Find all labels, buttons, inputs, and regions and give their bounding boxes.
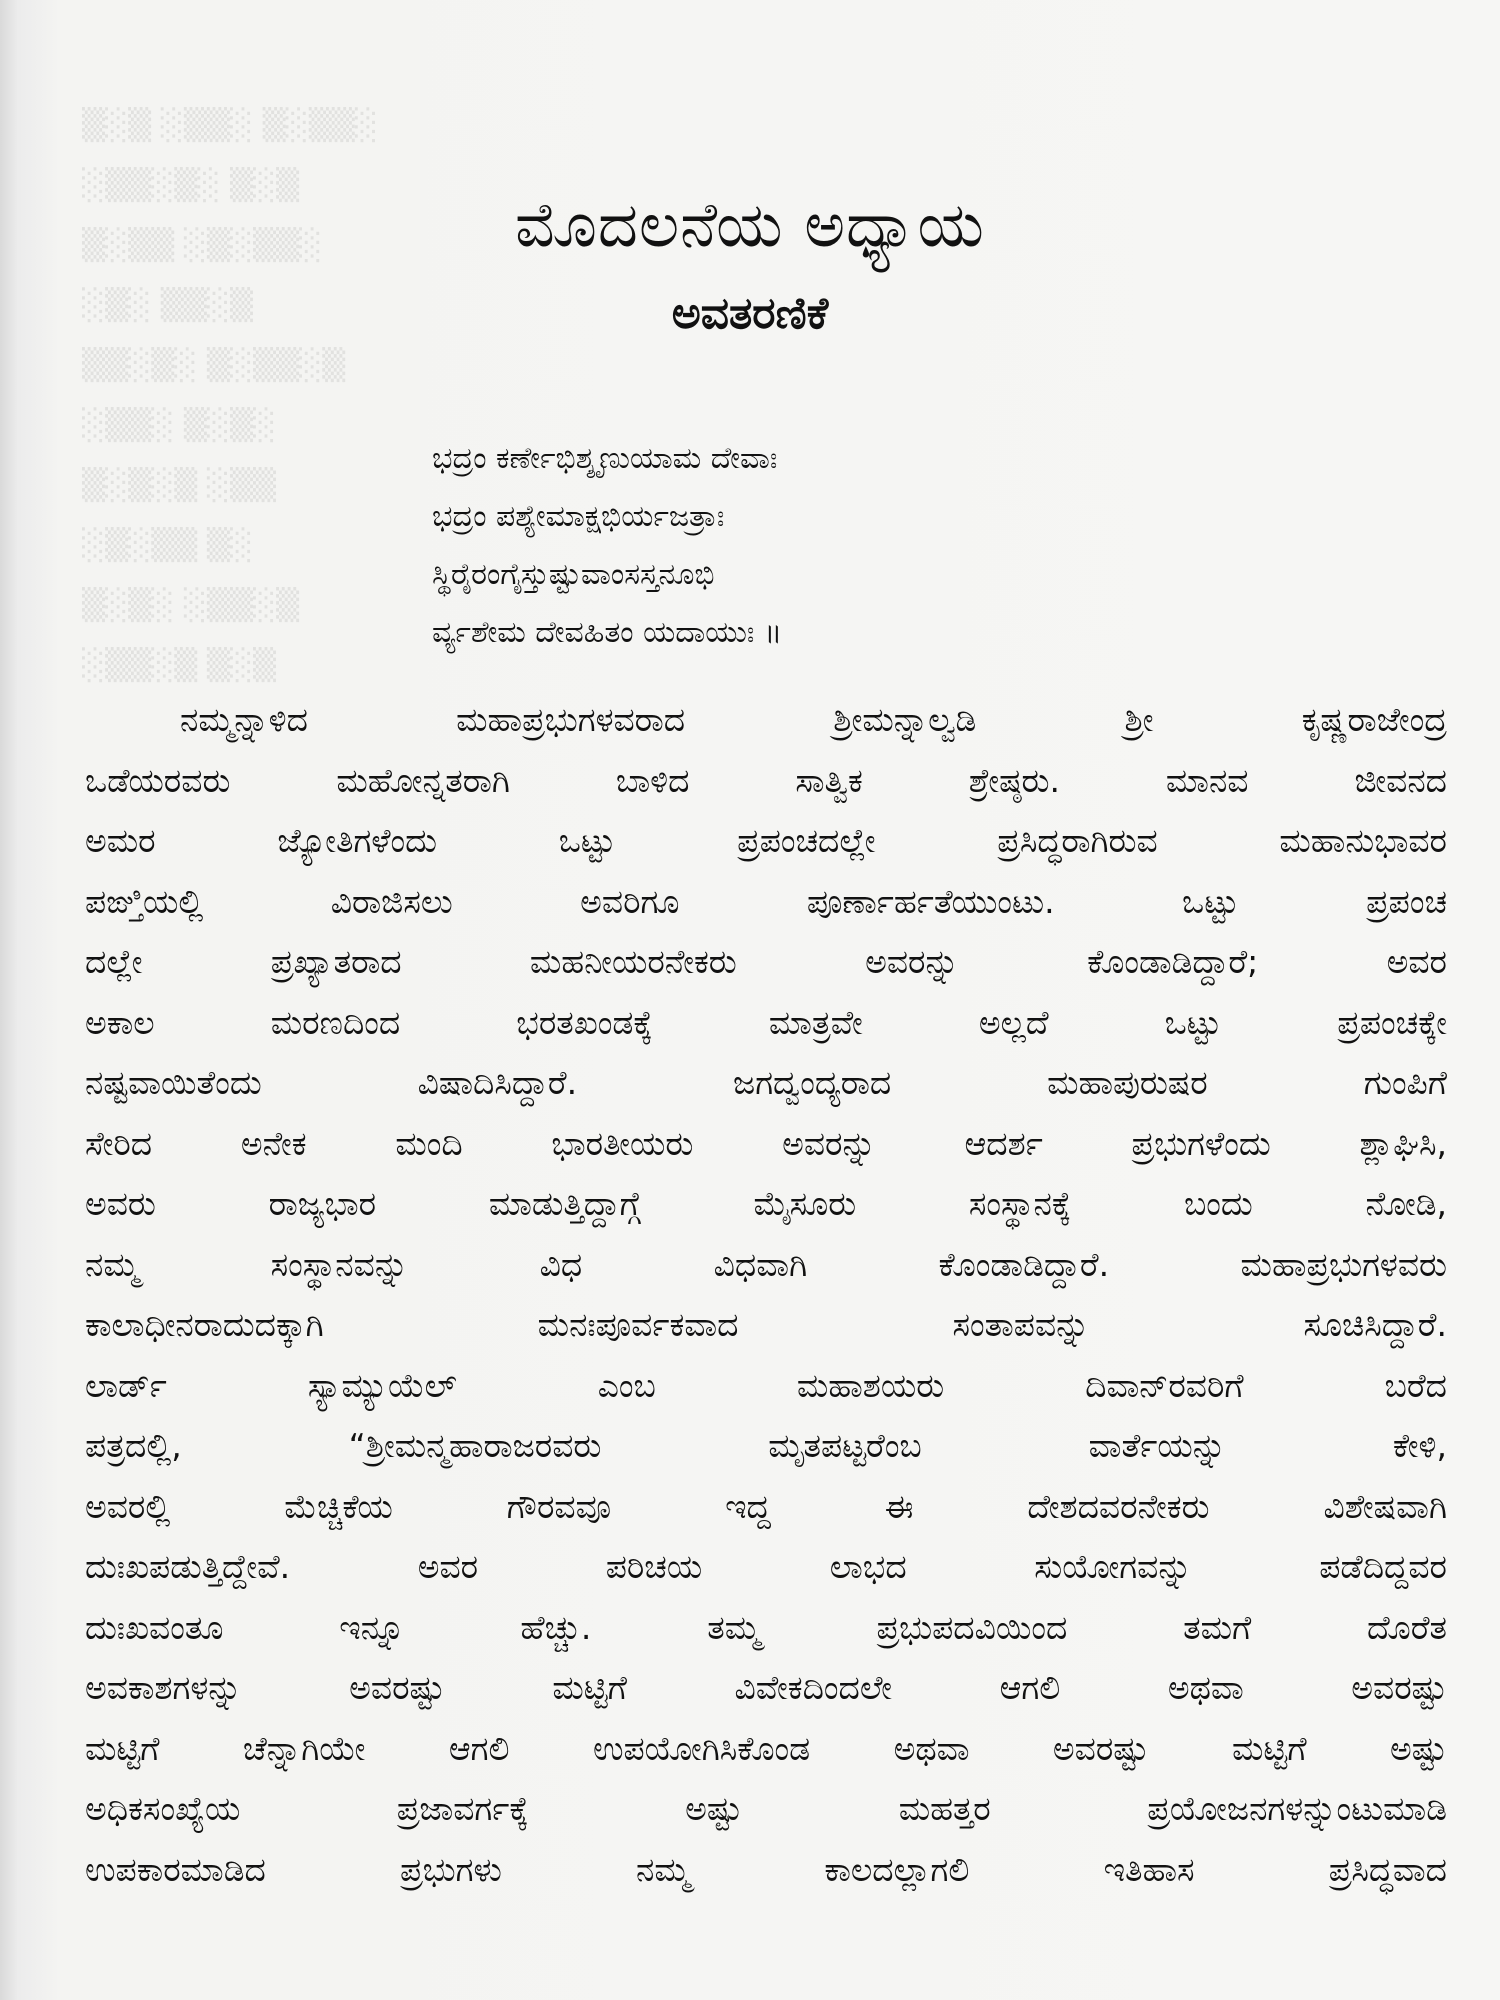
body-line: ನಮ್ಮ ಸಂಸ್ಥಾನವನ್ನು ವಿಧ ವಿಧವಾಗಿ ಕೊಂಡಾಡಿದ್ದಾರೆ. ಮಹಾಪ್ರಭುಗಳವರು <box>85 1244 1447 1284</box>
body-line: ಪಙ್ತಿಯಲ್ಲಿ ವಿರಾಜಿಸಲು ಅವರಿಗೂ ಪೂರ್ಣಾರ್ಹತೆಯುಂಟು. ಒಟ್ಟು ಪ್ರಪಂಚ <box>85 881 1447 921</box>
body-line: ಅವರಲ್ಲಿ ಮೆಚ್ಚಿಕೆಯ ಗೌರವವೂ ಇದ್ದ ಈ ದೇಶದವರನೇಕರು ವಿಶೇಷವಾಗಿ <box>85 1486 1447 1526</box>
body-line: ಅಮರ ಜ್ಯೋತಿಗಳೆಂದು ಒಟ್ಟು ಪ್ರಪಂಚದಲ್ಲೇ ಪ್ರಸಿದ್ಧರಾಗಿರುವ ಮಹಾನುಭಾವರ <box>85 821 1447 860</box>
verse-line: ಭದ್ರಂ ಪಶ್ಯೇಮಾಕ್ಷಭಿರ್ಯಜತ್ರಾಃ <box>432 499 725 534</box>
body-line: ನಮ್ಮನ್ನಾಳಿದ ಮಹಾಪ್ರಭುಗಳವರಾದ ಶ್ರೀಮನ್ನಾಲ್ವಡಿ ಶ್ರೀ ಕೃಷ್ಣರಾಜೇಂದ್ರ <box>180 700 1447 739</box>
chapter-title: ಮೊದಲನೆಯ ಅಧ್ಯಾಯ <box>515 188 985 261</box>
body-line: ದುಃಖವಂತೂ ಇನ್ನೂ ಹೆಚ್ಚು. ತಮ್ಮ ಪ್ರಭುಪದವಿಯಿಂದ ತಮಗೆ ದೊರೆತ <box>85 1607 1447 1647</box>
body-line: ಲಾರ್ಡ್ ಸ್ಯಾಮ್ಯುಯೆಲ್ ಎಂಬ ಮಹಾಶಯರು ದಿವಾನ್‌ರವರಿಗೆ ಬರೆದ <box>85 1365 1447 1405</box>
body-line: ಒಡೆಯರವರು ಮಹೋನ್ನತರಾಗಿ ಬಾಳಿದ ಸಾತ್ವಿಕ ಶ್ರೇಷ್ಠರು. ಮಾನವ ಜೀವನದ <box>85 760 1447 800</box>
body-line: ದಲ್ಲೇ ಪ್ರಖ್ಯಾತರಾದ ಮಹನೀಯರನೇಕರು ಅವರನ್ನು ಕೊಂಡಾಡಿದ್ದಾರೆ; ಅವರ <box>85 942 1447 981</box>
body-line: ಕಾಲಾಧೀನರಾದುದಕ್ಕಾಗಿ ಮನಃಪೂರ್ವಕವಾದ ಸಂತಾಪವನ್ನು ಸೂಚಿಸಿದ್ದಾರೆ. <box>85 1305 1447 1344</box>
body-line: ಮಟ್ಟಿಗೆ ಚೆನ್ನಾಗಿಯೇ ಆಗಲಿ ಉಪಯೋಗಿಸಿಕೊಂಡ ಅಥವಾ ಅವರಷ್ಟು ಮಟ್ಟಿಗೆ ಅಷ್ಟು <box>85 1728 1447 1768</box>
body-line: ನಷ್ಟವಾಯಿತೆಂದು ವಿಷಾದಿಸಿದ್ದಾರೆ. ಜಗದ್ವಂದ್ಯರಾದ ಮಹಾಪುರುಷರ ಗುಂಪಿಗೆ <box>85 1063 1447 1102</box>
body-line: ಅವರು ರಾಜ್ಯಭಾರ ಮಾಡುತ್ತಿದ್ದಾಗ್ಗೆ ಮೈಸೂರು ಸಂಸ್ಥಾನಕ್ಕೆ ಬಂದು ನೋಡಿ, <box>85 1184 1447 1223</box>
verse-line: ಭದ್ರಂ ಕರ್ಣೇಭಿಶ್ಶೃಣುಯಾಮ ದೇವಾಃ <box>432 441 778 476</box>
bleed-through-text: ▒░▒ ░▒▒░ ▒░▒▒░ ░▒▒░▒░ ▒░▒ ▒░▒▒ ░▒░▒▒░ ░▒░ ▒▒░▒ ▒▒░▒░ ▒░▒▒░▒ ░▒▒░ ▒░▒░ ▒░▒░▒ ░▒▒ ░▒░▒▒ ▒░ ▒░▒░ ░▒▒░▒ ░▒▒░▒ ▒░▒ <box>82 108 378 683</box>
verse-line: ರ್ವ್ಯಶೇಮ ದೇವಹಿತಂ ಯದಾಯುಃ ॥ <box>432 615 783 650</box>
verse-line: ಸ್ಥಿರೈರಂಗೈಸ್ತುಷ್ಟುವಾಂಸಸ್ತನೂಭಿ <box>432 557 715 592</box>
verse-block <box>432 430 1132 662</box>
body-line: ಪತ್ರದಲ್ಲಿ, “ಶ್ರೀಮನ್ಮಹಾರಾಜರವರು ಮೃತಪಟ್ಟರೆಂಬ ವಾರ್ತೆಯನ್ನು ಕೇಳಿ, <box>85 1426 1447 1465</box>
body-line: ಅಕಾಲ ಮರಣದಿಂದ ಭರತಖಂಡಕ್ಕೆ ಮಾತ್ರವೇ ಅಲ್ಲದೆ ಒಟ್ಟು ಪ್ರಪಂಚಕ್ಕೇ <box>85 1002 1447 1042</box>
body-line: ಅಧಿಕಸಂಖ್ಯೆಯ ಪ್ರಜಾವರ್ಗಕ್ಕೆ ಅಷ್ಟು ಮಹತ್ತರ ಪ್ರಯೋಜನಗಳನ್ನುಂಟುಮಾಡಿ <box>85 1789 1447 1828</box>
body-line: ಅವಕಾಶಗಳನ್ನು ಅವರಷ್ಟು ಮಟ್ಟಿಗೆ ವಿವೇಕದಿಂದಲೇ ಆಗಲಿ ಅಥವಾ ಅವರಷ್ಟು <box>85 1668 1447 1707</box>
body-line: ಸೇರಿದ ಅನೇಕ ಮಂದಿ ಭಾರತೀಯರು ಅವರನ್ನು ಆದರ್ಶ ಪ್ರಭುಗಳೆಂದು ಶ್ಲಾಘಿಸಿ, <box>85 1123 1447 1163</box>
body-line: ದುಃಖಪಡುತ್ತಿದ್ದೇವೆ. ಅವರ ಪರಿಚಯ ಲಾಭದ ಸುಯೋಗವನ್ನು ಪಡೆದಿದ್ದವರ <box>85 1547 1447 1586</box>
chapter-subtitle: ಅವತರಣಿಕೆ <box>671 288 829 339</box>
body-paragraph <box>85 690 1447 1900</box>
body-line: ಉಪಕಾರಮಾಡಿದ ಪ್ರಭುಗಳು ನಮ್ಮ ಕಾಲದಲ್ಲಾಗಲಿ ಇತಿಹಾಸ ಪ್ರಸಿದ್ಧವಾದ <box>85 1849 1447 1889</box>
